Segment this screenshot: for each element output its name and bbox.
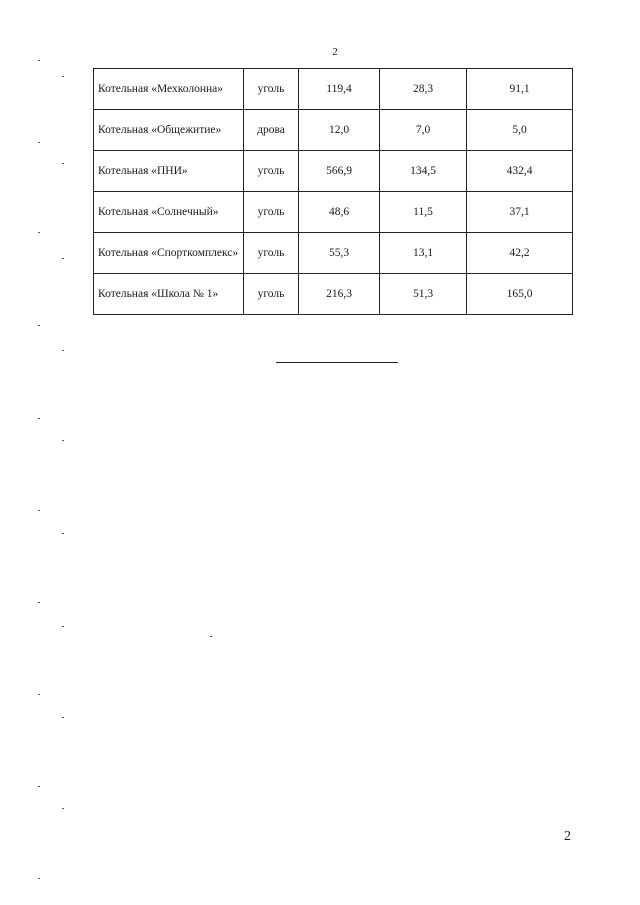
table-row xyxy=(94,110,573,151)
value-cell: 13,1 xyxy=(380,233,467,274)
table-row xyxy=(94,69,573,110)
fuel-type-cell: дрова xyxy=(244,110,299,151)
value-cell: 48,6 xyxy=(299,192,380,233)
value-cell: 119,4 xyxy=(299,69,380,110)
value-cell: 28,3 xyxy=(380,69,467,110)
value-cell: 5,0 xyxy=(467,110,573,151)
table-row xyxy=(94,192,573,233)
scan-speck xyxy=(38,878,40,879)
boiler-name-cell: Котельная «Общежитие» xyxy=(94,110,244,151)
scan-speck xyxy=(38,232,40,233)
value-cell: 134,5 xyxy=(380,151,467,192)
fuel-type-cell: уголь xyxy=(244,151,299,192)
boiler-name-cell: Котельная «Спорткомплекс» xyxy=(94,233,244,274)
value-cell: 432,4 xyxy=(467,151,573,192)
table-row xyxy=(94,274,573,315)
fuel-type-cell: уголь xyxy=(244,69,299,110)
value-cell: 37,1 xyxy=(467,192,573,233)
scan-speck xyxy=(210,636,212,637)
boiler-name-cell: Котельная «Школа № 1» xyxy=(94,274,244,315)
table-row xyxy=(94,233,573,274)
boiler-name-cell: Котельная «Солнечный» xyxy=(94,192,244,233)
value-cell: 55,3 xyxy=(299,233,380,274)
fuel-consumption-table xyxy=(93,68,573,315)
scan-speck xyxy=(38,786,40,787)
value-cell: 216,3 xyxy=(299,274,380,315)
scan-speck xyxy=(62,258,64,259)
value-cell: 11,5 xyxy=(380,192,467,233)
fuel-type-cell: уголь xyxy=(244,233,299,274)
scan-speck xyxy=(62,717,64,718)
table-row xyxy=(94,151,573,192)
value-cell: 12,0 xyxy=(299,110,380,151)
fuel-type-cell: уголь xyxy=(244,274,299,315)
page-number-bottom: 2 xyxy=(564,829,571,844)
scan-speck xyxy=(38,694,40,695)
scan-speck xyxy=(62,76,64,77)
scan-speck xyxy=(38,510,40,511)
scan-speck xyxy=(38,602,40,603)
scan-speck xyxy=(62,626,64,627)
scan-speck xyxy=(62,808,64,809)
value-cell: 91,1 xyxy=(467,69,573,110)
scan-speck xyxy=(62,440,64,441)
value-cell: 7,0 xyxy=(380,110,467,151)
boiler-name-cell: Котельная «ПНИ» xyxy=(94,151,244,192)
scan-speck xyxy=(62,350,64,351)
value-cell: 42,2 xyxy=(467,233,573,274)
scan-speck xyxy=(62,163,64,164)
boiler-name-cell: Котельная «Мехколонна» xyxy=(94,69,244,110)
value-cell: 165,0 xyxy=(467,274,573,315)
scan-speck xyxy=(38,60,40,61)
scan-speck xyxy=(62,533,64,534)
value-cell: 51,3 xyxy=(380,274,467,315)
page-number-top: 2 xyxy=(332,46,338,58)
value-cell: 566,9 xyxy=(299,151,380,192)
end-of-document-rule xyxy=(276,362,398,363)
scan-speck xyxy=(38,418,40,419)
scan-speck xyxy=(38,325,40,326)
fuel-type-cell: уголь xyxy=(244,192,299,233)
scan-speck xyxy=(38,142,40,143)
